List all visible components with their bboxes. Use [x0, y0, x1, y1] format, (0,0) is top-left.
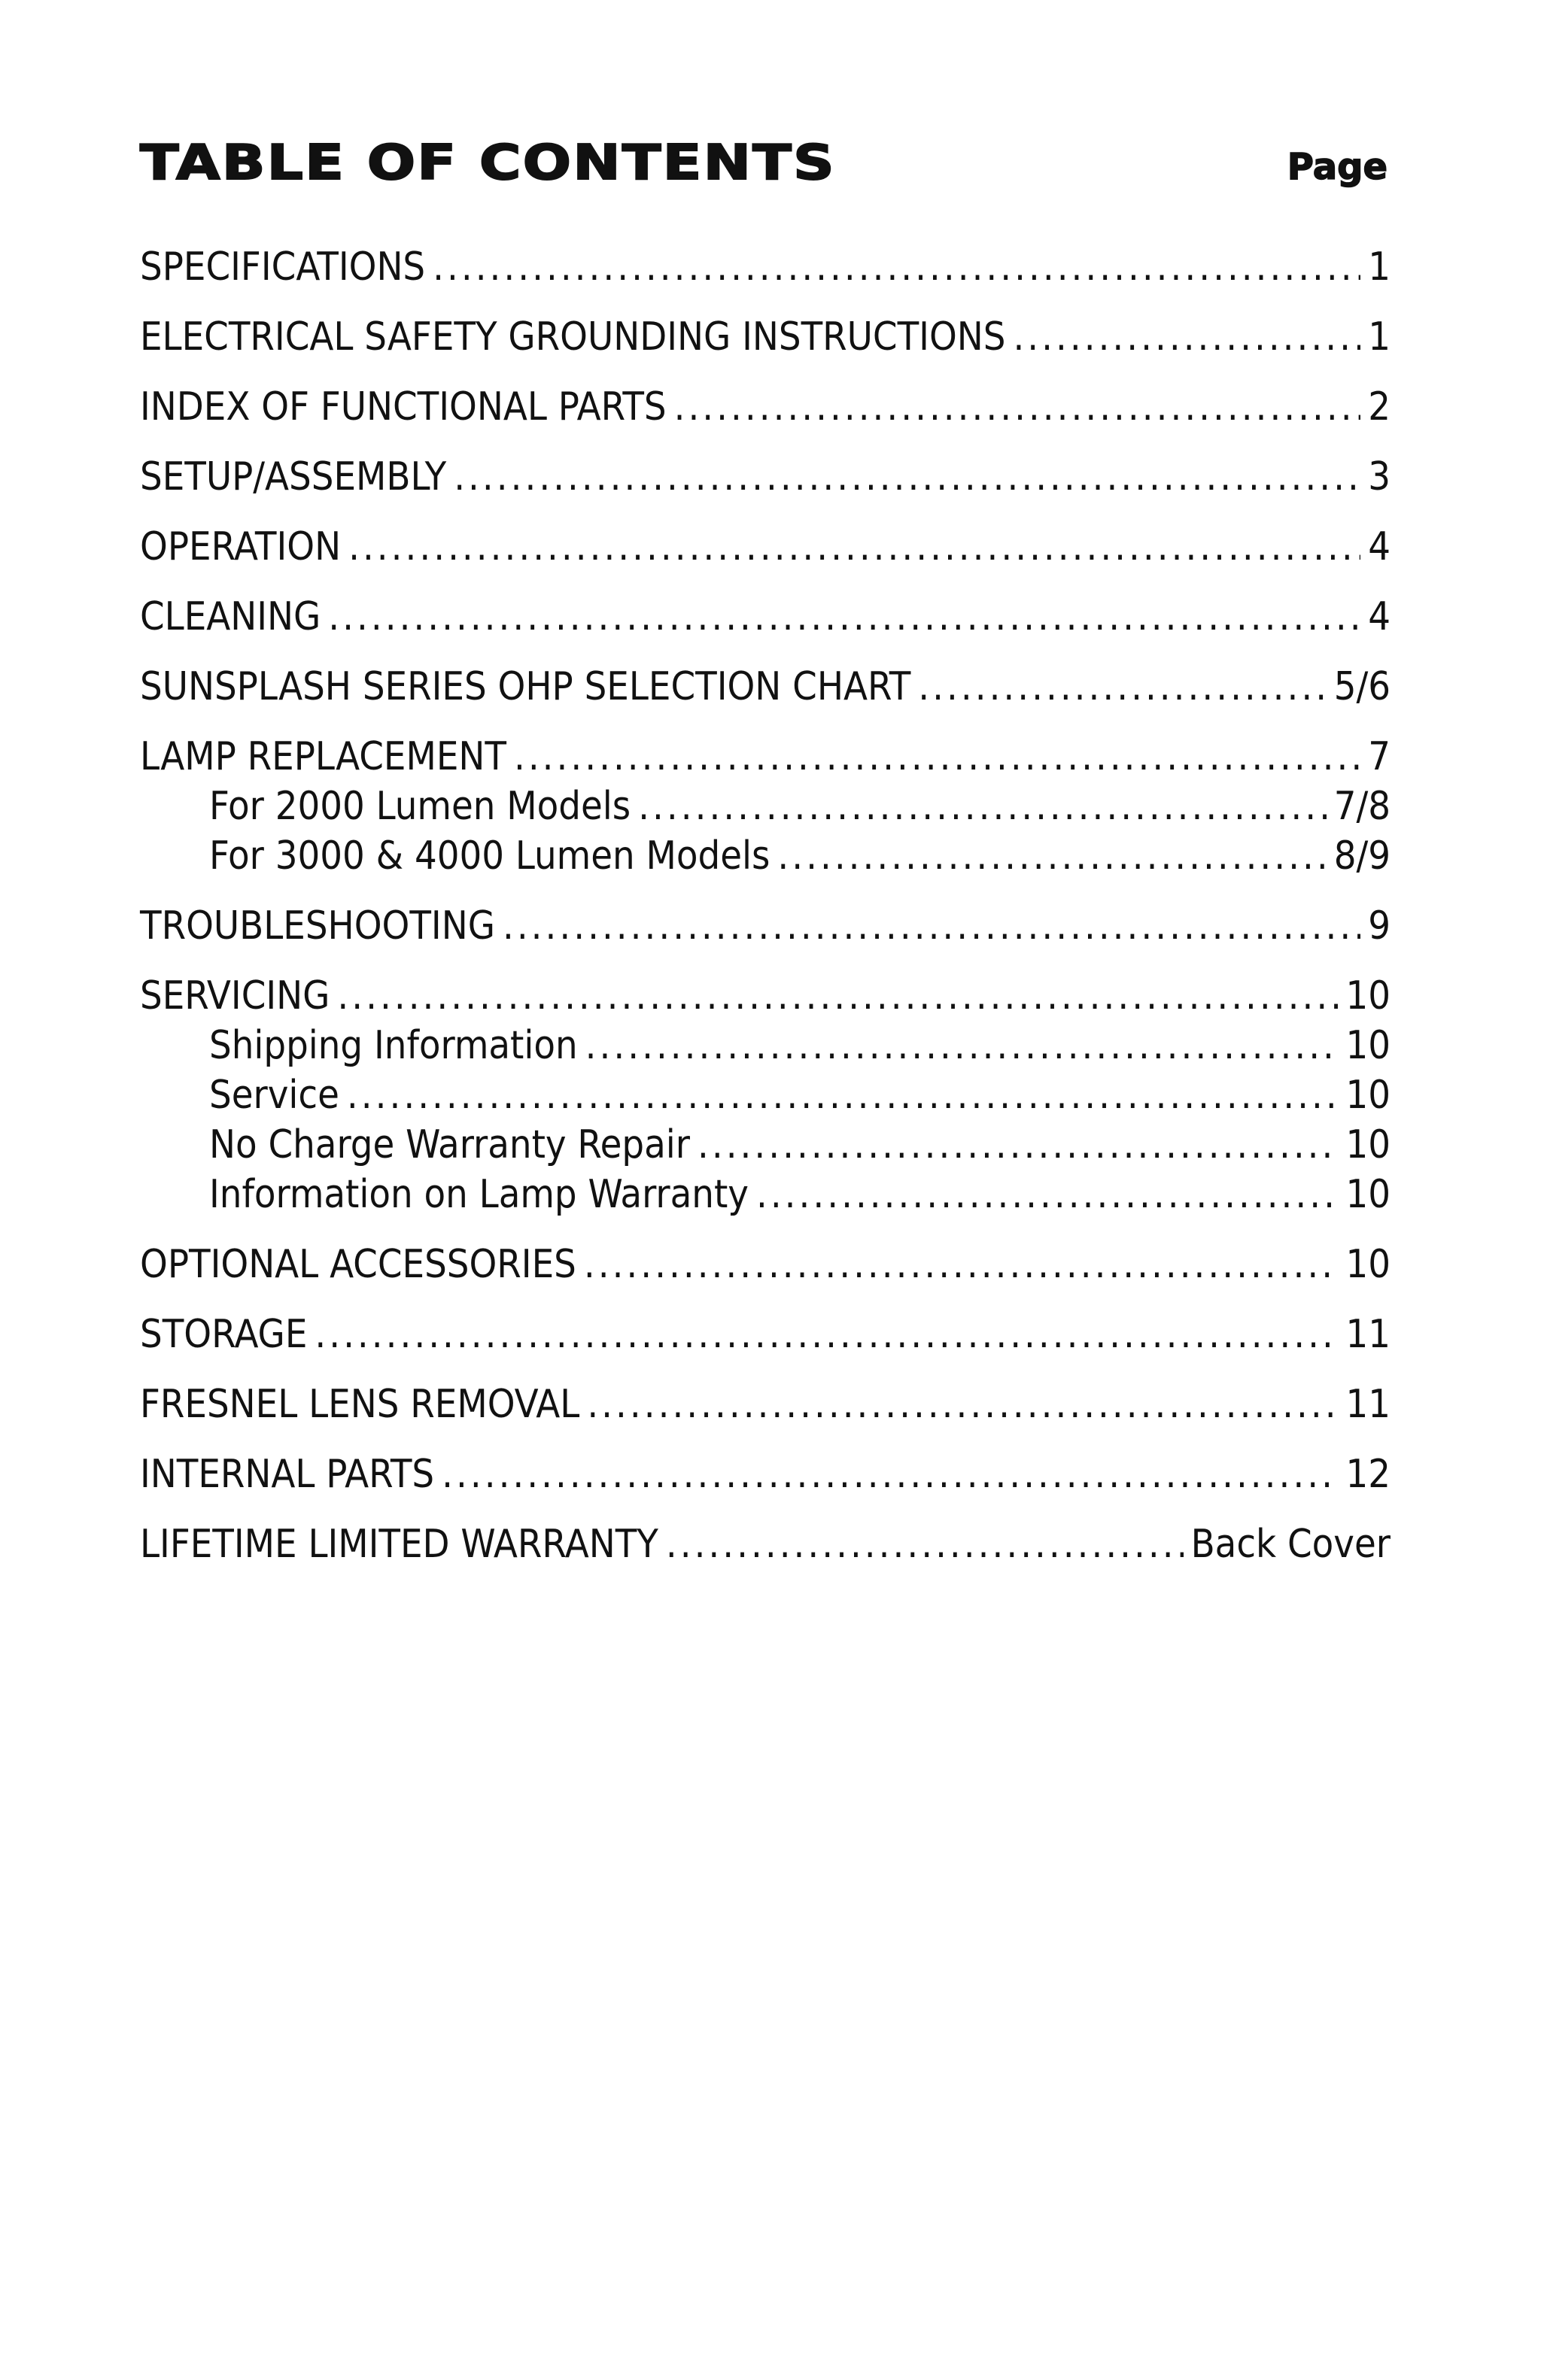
toc-entry-label: SPECIFICATIONS — [140, 244, 426, 290]
dot-leader — [433, 242, 1360, 292]
toc-subentry-3000-4000-lumen[interactable] — [140, 831, 1391, 881]
dot-leader — [315, 1310, 1338, 1359]
toc-subentry-shipping-information[interactable] — [140, 1021, 1391, 1070]
toc-header — [140, 135, 1391, 226]
toc-subentry-service[interactable] — [140, 1070, 1391, 1120]
toc-subentry-2000-lumen[interactable] — [140, 782, 1391, 831]
dot-leader — [442, 1450, 1338, 1499]
toc-entry-optional-accessories[interactable] — [140, 1240, 1391, 1289]
toc-entry-page: 10 — [1345, 1073, 1391, 1118]
toc-entry-lifetime-warranty[interactable] — [140, 1519, 1391, 1569]
toc-page — [140, 135, 1391, 1589]
page-title: TABLE OF CONTENTS — [140, 135, 836, 191]
dot-leader — [348, 522, 1360, 572]
toc-entry-servicing[interactable] — [140, 971, 1391, 1021]
toc-list — [140, 242, 1391, 1569]
toc-entry-page: 4 — [1368, 524, 1391, 569]
toc-entry-page: 7/8 — [1333, 784, 1391, 829]
dot-leader — [503, 901, 1360, 951]
dot-leader — [1013, 312, 1360, 362]
toc-entry-label: CLEANING — [140, 594, 321, 639]
dot-leader — [328, 592, 1360, 642]
toc-entry-label: LAMP REPLACEMENT — [140, 734, 506, 779]
toc-entry-page: 10 — [1345, 1172, 1391, 1217]
toc-entry-label: Service — [209, 1073, 339, 1118]
toc-entry-lamp-replacement[interactable] — [140, 732, 1391, 782]
dot-leader — [347, 1070, 1339, 1120]
toc-entry-page: 3 — [1368, 454, 1391, 499]
toc-entry-page: 5/6 — [1333, 664, 1391, 709]
toc-entry-page: 1 — [1368, 314, 1391, 360]
page-column-label: Page — [1287, 146, 1388, 188]
dot-leader — [454, 452, 1360, 502]
toc-subentry-warranty-repair[interactable] — [140, 1120, 1391, 1170]
toc-entry-page: 10 — [1345, 1023, 1391, 1068]
toc-entry-page: 1 — [1368, 244, 1391, 290]
toc-subentry-lamp-warranty[interactable] — [140, 1170, 1391, 1219]
dot-leader — [756, 1170, 1339, 1219]
toc-entry-storage[interactable] — [140, 1310, 1391, 1359]
dot-leader — [918, 662, 1326, 712]
toc-entry-cleaning[interactable] — [140, 592, 1391, 642]
dot-leader — [514, 732, 1360, 782]
toc-entry-label: FRESNEL LENS REMOVAL — [140, 1382, 580, 1427]
toc-entry-label: For 3000 & 4000 Lumen Models — [209, 833, 770, 879]
dot-leader — [337, 971, 1338, 1021]
toc-entry-setup-assembly[interactable] — [140, 452, 1391, 502]
toc-entry-internal-parts[interactable] — [140, 1450, 1391, 1499]
toc-entry-page: 10 — [1345, 1242, 1391, 1287]
toc-entry-operation[interactable] — [140, 522, 1391, 572]
dot-leader — [585, 1021, 1339, 1070]
toc-entry-page: 7 — [1368, 734, 1391, 779]
toc-entry-page: 10 — [1345, 1122, 1391, 1167]
toc-entry-page: 4 — [1368, 594, 1391, 639]
toc-entry-label: STORAGE — [140, 1312, 308, 1357]
dot-leader — [638, 782, 1327, 831]
toc-entry-selection-chart[interactable] — [140, 662, 1391, 712]
toc-entry-page: 12 — [1345, 1452, 1391, 1497]
toc-entry-label: INDEX OF FUNCTIONAL PARTS — [140, 384, 667, 430]
toc-entry-label: For 2000 Lumen Models — [209, 784, 631, 829]
toc-entry-label: ELECTRICAL SAFETY GROUNDING INSTRUCTIONS — [140, 314, 1006, 360]
toc-entry-page: 9 — [1368, 903, 1391, 949]
dot-leader — [777, 831, 1326, 881]
toc-entry-label: SERVICING — [140, 973, 330, 1018]
toc-entry-label: OPERATION — [140, 524, 342, 569]
dot-leader — [666, 1519, 1184, 1569]
toc-entry-page: 8/9 — [1333, 833, 1391, 879]
toc-entry-page: Back Cover — [1190, 1522, 1391, 1567]
toc-entry-page: 11 — [1345, 1382, 1391, 1427]
toc-entry-electrical-safety[interactable] — [140, 312, 1391, 362]
dot-leader — [698, 1120, 1339, 1170]
toc-entry-label: No Charge Warranty Repair — [209, 1122, 690, 1167]
toc-entry-specifications[interactable] — [140, 242, 1391, 292]
toc-entry-fresnel-lens-removal[interactable] — [140, 1380, 1391, 1429]
toc-entry-label: SETUP/ASSEMBLY — [140, 454, 447, 499]
toc-entry-label: Shipping Information — [209, 1023, 578, 1068]
dot-leader — [674, 382, 1361, 432]
dot-leader — [584, 1240, 1339, 1289]
toc-entry-label: SUNSPLASH SERIES OHP SELECTION CHART — [140, 664, 911, 709]
toc-entry-index-of-functional-parts[interactable] — [140, 382, 1391, 432]
toc-entry-label: Information on Lamp Warranty — [209, 1172, 749, 1217]
toc-entry-label: INTERNAL PARTS — [140, 1452, 435, 1497]
toc-entry-label: OPTIONAL ACCESSORIES — [140, 1242, 576, 1287]
toc-entry-page: 2 — [1368, 384, 1391, 430]
toc-entry-label: TROUBLESHOOTING — [140, 903, 495, 949]
dot-leader — [587, 1380, 1338, 1429]
toc-entry-troubleshooting[interactable] — [140, 901, 1391, 951]
toc-entry-label: LIFETIME LIMITED WARRANTY — [140, 1522, 658, 1567]
toc-entry-page: 11 — [1345, 1312, 1391, 1357]
toc-entry-page: 10 — [1345, 973, 1391, 1018]
